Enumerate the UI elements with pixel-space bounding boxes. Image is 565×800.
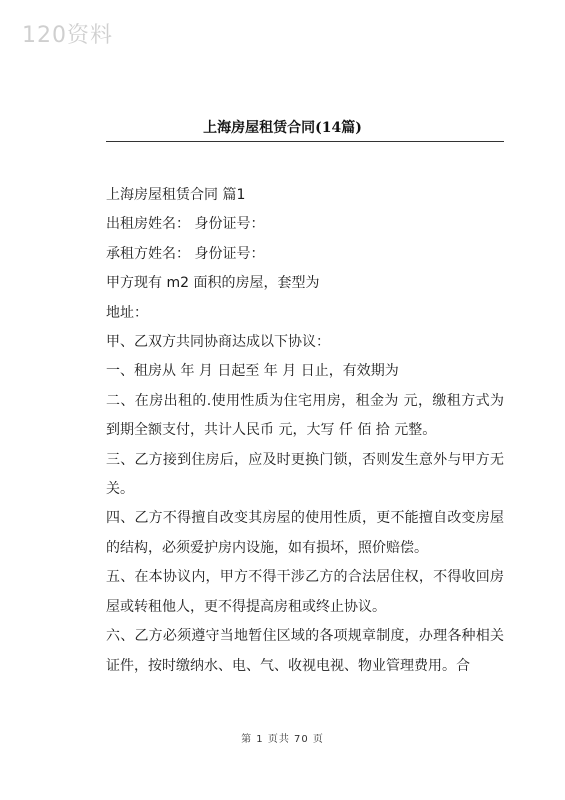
paragraph: 出租房姓名： 身份证号： — [106, 216, 265, 233]
paragraph: 甲、乙双方共同协商达成以下协议： — [106, 334, 330, 351]
paragraph: 四、乙方不得擅自改变其房屋的使用性质，更不能擅自改变房屋的结构，必须爱护房内设施，如有损坏，照价赔偿。 — [106, 510, 504, 556]
paragraph: 六、乙方必须遵守当地暂住区域的各项规章制度，办理各种相关证件，按时缴纳水、电、气、收视电视、物业管理费用。合 — [106, 628, 504, 674]
page-footer: 第 1 页共 70 页 — [241, 734, 324, 745]
paragraph: 承租方姓名： 身份证号： — [106, 245, 265, 262]
document-title: 上海房屋租赁合同(14篇) — [203, 120, 362, 136]
paragraph: 甲方现有 m2 面积的房屋，套型为 — [106, 275, 320, 292]
document-body — [106, 181, 504, 681]
paragraph-heading: 上海房屋租赁合同 篇1 — [106, 187, 246, 203]
paragraph: 五、在本协议内，甲方不得干涉乙方的合法居住权，不得收回房屋或转租他人，更不得提高房租或终止协议。 — [106, 569, 504, 615]
paragraph: 三、乙方接到住房后，应及时更换门锁，否则发生意外与甲方无关。 — [106, 451, 504, 498]
watermark: 120资料 — [22, 23, 113, 48]
paragraph: 二、在房出租的.使用性质为住宅用房，租金为 元，缴租方式为到期全额支付，共计人民币 元，大写 仟 佰 拾 元整。 — [106, 392, 504, 439]
title-divider — [106, 141, 504, 142]
paragraph: 地址： — [106, 304, 148, 321]
paragraph: 一、租房从 年 月 日起至 年 月 日止，有效期为 — [106, 363, 399, 380]
